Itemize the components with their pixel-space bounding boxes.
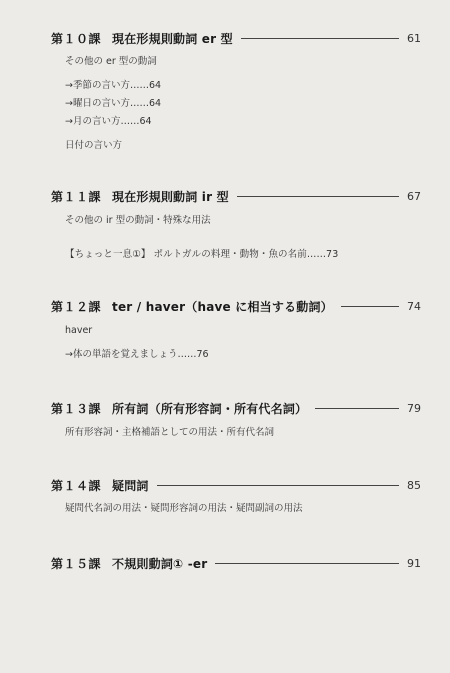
toc-subitem[interactable]: →季節の言い方……64 (65, 80, 162, 91)
toc-subitem[interactable]: 疑問代名詞の用法・疑問形容詞の用法・疑問副詞の用法 (65, 503, 303, 514)
chapter-number: 第１３課 (51, 401, 102, 416)
leader-line (157, 485, 399, 486)
chapter-12-heading[interactable] (51, 297, 421, 315)
chapter-title: 現在形規則動詞 er 型 (112, 31, 233, 46)
chapter-11-heading[interactable] (51, 187, 421, 205)
leader-line (315, 408, 399, 409)
page-number: 61 (407, 31, 421, 45)
toc-subitem[interactable]: →月の言い方……64 (65, 116, 152, 127)
page-number: 85 (407, 478, 421, 492)
page-number: 74 (407, 299, 421, 313)
page-number: 79 (407, 401, 421, 415)
toc-subitem[interactable]: その他の ir 型の動詞・特殊な用法 (65, 215, 211, 226)
chapter-15-heading[interactable] (51, 554, 421, 572)
page-number: 67 (407, 189, 421, 203)
chapter-title: 現在形規則動詞 ir 型 (112, 189, 229, 204)
chapter-14-heading[interactable] (51, 476, 421, 494)
toc-subitem[interactable]: 所有形容詞・主格補語としての用法・所有代名詞 (65, 427, 275, 438)
chapter-10-heading[interactable] (51, 29, 421, 47)
chapter-title: 疑問詞 (112, 478, 149, 493)
toc-subitem[interactable]: →曜日の言い方……64 (65, 98, 162, 109)
chapter-number: 第１１課 (51, 189, 102, 204)
page-number: 91 (407, 556, 421, 570)
chapter-title: ter / haver（have に相当する動詞） (112, 299, 333, 314)
leader-line (215, 563, 399, 564)
toc-subitem[interactable]: その他の er 型の動詞 (65, 56, 157, 67)
chapter-number: 第１２課 (51, 299, 102, 314)
leader-line (237, 196, 399, 197)
toc-subitem[interactable]: →体の単語を覚えましょう……76 (65, 349, 209, 360)
chapter-title: 不規則動詞① -er (112, 556, 208, 571)
chapter-number: 第１０課 (51, 31, 102, 46)
leader-line (241, 38, 399, 39)
toc-subitem[interactable]: 日付の言い方 (65, 140, 123, 151)
chapter-title: 所有詞（所有形容詞・所有代名詞） (112, 401, 308, 416)
toc-subitem[interactable]: haver (65, 325, 93, 336)
chapter-number: 第１４課 (51, 478, 102, 493)
chapter-number: 第１５課 (51, 556, 102, 571)
chapter-13-heading[interactable] (51, 399, 421, 417)
toc-subitem[interactable]: 【ちょっと一息①】 ポルトガルの料理・動物・魚の名前……73 (65, 249, 339, 260)
leader-line (341, 306, 399, 307)
